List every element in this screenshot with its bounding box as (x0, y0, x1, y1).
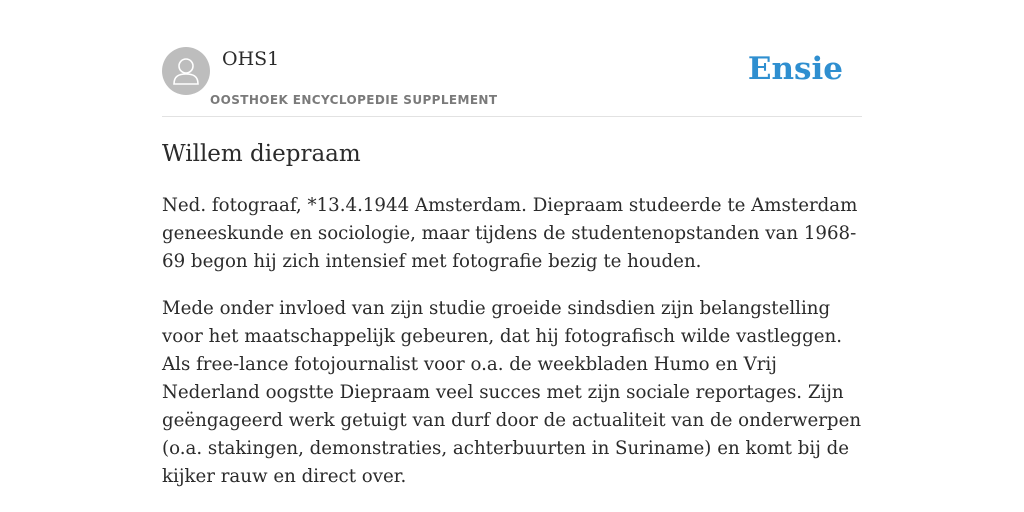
article-paragraph-1: Ned. fotograaf, *13.4.1944 Amsterdam. Diepraam studeerde te Amsterdam geneeskunde en sociologie, maar tijdens de studentenopstanden van 1968-69 begon hij zich intensief met fotografie bezig te houden. (162, 195, 858, 272)
user-icon (162, 47, 210, 95)
author-avatar[interactable] (162, 47, 210, 95)
author-name[interactable]: OHS1 (222, 48, 280, 70)
page-title: Willem diepraam (162, 141, 361, 167)
article-paragraph-2: Mede onder invloed van zijn studie groeide sindsdien zijn belangstelling voor het maatschappelijk gebeuren, dat hij fotografisch wilde vastleggen. Als free-lance fotojournalist voor o.a. de weekbladen Humo en Vrij Nederland oogstte Diepraam veel succes met zijn sociale reportages. Zijn geëngageerd werk getuigt van durf door de actualiteit van de onderwerpen (o.a. stakingen, demonstraties, achterbuurten in Suriname) en komt bij de kijker rauw en direct over. (162, 298, 862, 487)
source-label[interactable]: OOSTHOEK ENCYCLOPEDIE SUPPLEMENT (210, 93, 498, 107)
ensie-logo[interactable]: Ensie (747, 51, 843, 87)
article-header (162, 0, 862, 117)
article-card (162, 0, 862, 487)
